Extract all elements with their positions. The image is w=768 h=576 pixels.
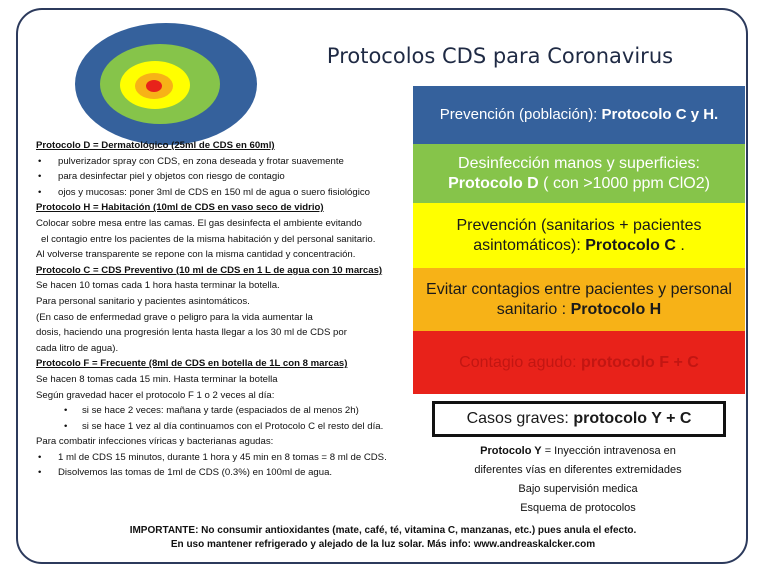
important-label: IMPORTANTE (129, 525, 196, 536)
protocol-d-bullet-3: • ojos y mucosas: poner 3ml de CDS en 150 ml de agua o suero fisiológico (36, 185, 426, 201)
band-3-bold: Protocolo C (585, 236, 676, 254)
protocol-c-line-5: cada litro de agua). (36, 342, 119, 354)
page-title: Protocolos CDS para Coronavirus (326, 44, 674, 68)
protocol-y-line-3: Bajo supervisión medica (518, 483, 638, 495)
protocol-y-description (423, 442, 733, 518)
casos-graves-box (432, 401, 726, 437)
important-line-2: En uso mantener refrigerado y alejado de la luz solar. Más info: www.andreaskalcker.com (170, 539, 596, 550)
band-1-text: Prevención (población): (439, 106, 602, 123)
band-4-text: Evitar contagios entre pacientes y personal sanitario : (426, 280, 732, 318)
protocol-f-line-2: Según gravedad hacer el protocolo F 1 o 2 veces al día: (36, 389, 275, 401)
protocol-f-bullet-2: • si se hace 1 vez al día continuamos con el Protocolo C el resto del día. (36, 419, 426, 435)
band-3-tail: . (675, 236, 685, 254)
protocol-h-line-3: Al volverse transparente se repone con la misma cantidad y concentración. (36, 249, 356, 261)
band-2-tail: ( con >1000 ppm ClO2) (538, 174, 710, 192)
protocol-y-line-4: Esquema de protocolos (520, 502, 636, 514)
protocol-y-l1-tail: = Inyección intravenosa en (541, 445, 676, 457)
band-4-bold: Protocolo H (570, 300, 662, 318)
protocol-d-heading: Protocolo D = Dermatológico (25ml de CDS en 60ml) (36, 140, 275, 151)
protocol-h-line-1: Colocar sobre mesa entre las camas. El gas desinfecta el ambiente evitando (36, 217, 362, 229)
protocol-h-heading: Protocolo H = Habitación (10ml de CDS en vaso seco de vidrio) (36, 202, 324, 214)
important-notice (58, 524, 708, 552)
band-sanitarios-text (419, 216, 739, 256)
protocol-d-bullet-2: • para desinfectar piel y objetos con riesgo de contagio (36, 169, 426, 185)
oval-red (146, 80, 162, 92)
protocol-c-line-1: Se hacen 10 tomas cada 1 hora hasta terminar la botella. (36, 280, 280, 292)
band-contagios-text (419, 280, 739, 320)
graves-text: Casos graves: (466, 410, 569, 427)
band-contagio-agudo (413, 331, 745, 394)
band-evitar-contagios (413, 268, 745, 331)
protocol-c-line-2: Para personal sanitario y pacientes asintomáticos. (36, 295, 250, 307)
protocol-f-line-1: Se hacen 8 tomas cada 15 min. Hasta terminar la botella (36, 373, 278, 385)
band-2-text: Desinfección manos y superficies: (458, 154, 700, 172)
protocol-descriptions (36, 138, 426, 481)
protocol-y-line-1 (423, 442, 733, 461)
band-prevencion-text (440, 105, 718, 125)
viral-bullet-2: • Disolvemos las tomas de 1ml de CDS (0.3%) en 100ml de agua. (36, 465, 426, 481)
concentric-ovals-illustration (74, 22, 259, 147)
band-desinfeccion (413, 144, 745, 203)
band-2-bold: Protocolo D (448, 174, 539, 192)
graves-bold: protocolo Y + C (573, 410, 692, 427)
document-frame (16, 8, 748, 564)
band-5-text: Contagio agudo: (459, 353, 582, 371)
band-5-bold: protocolo F + C (581, 353, 699, 371)
important-text: : No consumir antioxidantes (mate, café, té, vitamina C, manzanas, etc.) pues anula el efecto. (195, 525, 637, 536)
protocol-c-line-3: (En caso de enfermedad grave o peligro para la vida aumentar la (36, 311, 313, 323)
protocol-d-bullet-1: • pulverizador spray con CDS, en zona deseada y frotar suavemente (36, 154, 426, 170)
band-3-text: Prevención (sanitarios + pacientes asintomáticos): (456, 216, 702, 254)
protocol-c-heading: Protocolo C = CDS Preventivo (10 ml de CDS en 1 L de agua con 10 marcas) (36, 264, 383, 276)
protocol-h-line-2: el contagio entre los pacientes de la misma habitación y del personal sanitario. (41, 233, 376, 245)
viral-infection-line: Para combatir infecciones víricas y bacterianas agudas: (36, 436, 274, 448)
band-desinfeccion-text (419, 154, 739, 194)
band-prevencion-sanitarios (413, 203, 745, 268)
protocol-c-line-4: dosis, haciendo una progresión lenta hasta llegar a los 30 ml de CDS por (36, 327, 347, 339)
viral-bullet-1: • 1 ml de CDS 15 minutos, durante 1 hora y 45 min en 8 tomas = 8 ml de CDS. (36, 450, 426, 466)
protocol-f-bullet-1: • si se hace 2 veces: mañana y tarde (espaciados de al menos 2h) (36, 403, 426, 419)
protocol-f-heading: Protocolo F = Frecuente (8ml de CDS en botella de 1L con 8 marcas) (36, 358, 348, 370)
band-agudo-text (459, 353, 699, 373)
important-line-1 (58, 524, 708, 538)
protocol-y-label: Protocolo Y (480, 445, 542, 457)
band-1-bold: Protocolo C y H. (601, 106, 719, 123)
band-prevencion-poblacion (413, 86, 745, 144)
protocol-y-line-2: diferentes vías en diferentes extremidades (474, 464, 682, 476)
